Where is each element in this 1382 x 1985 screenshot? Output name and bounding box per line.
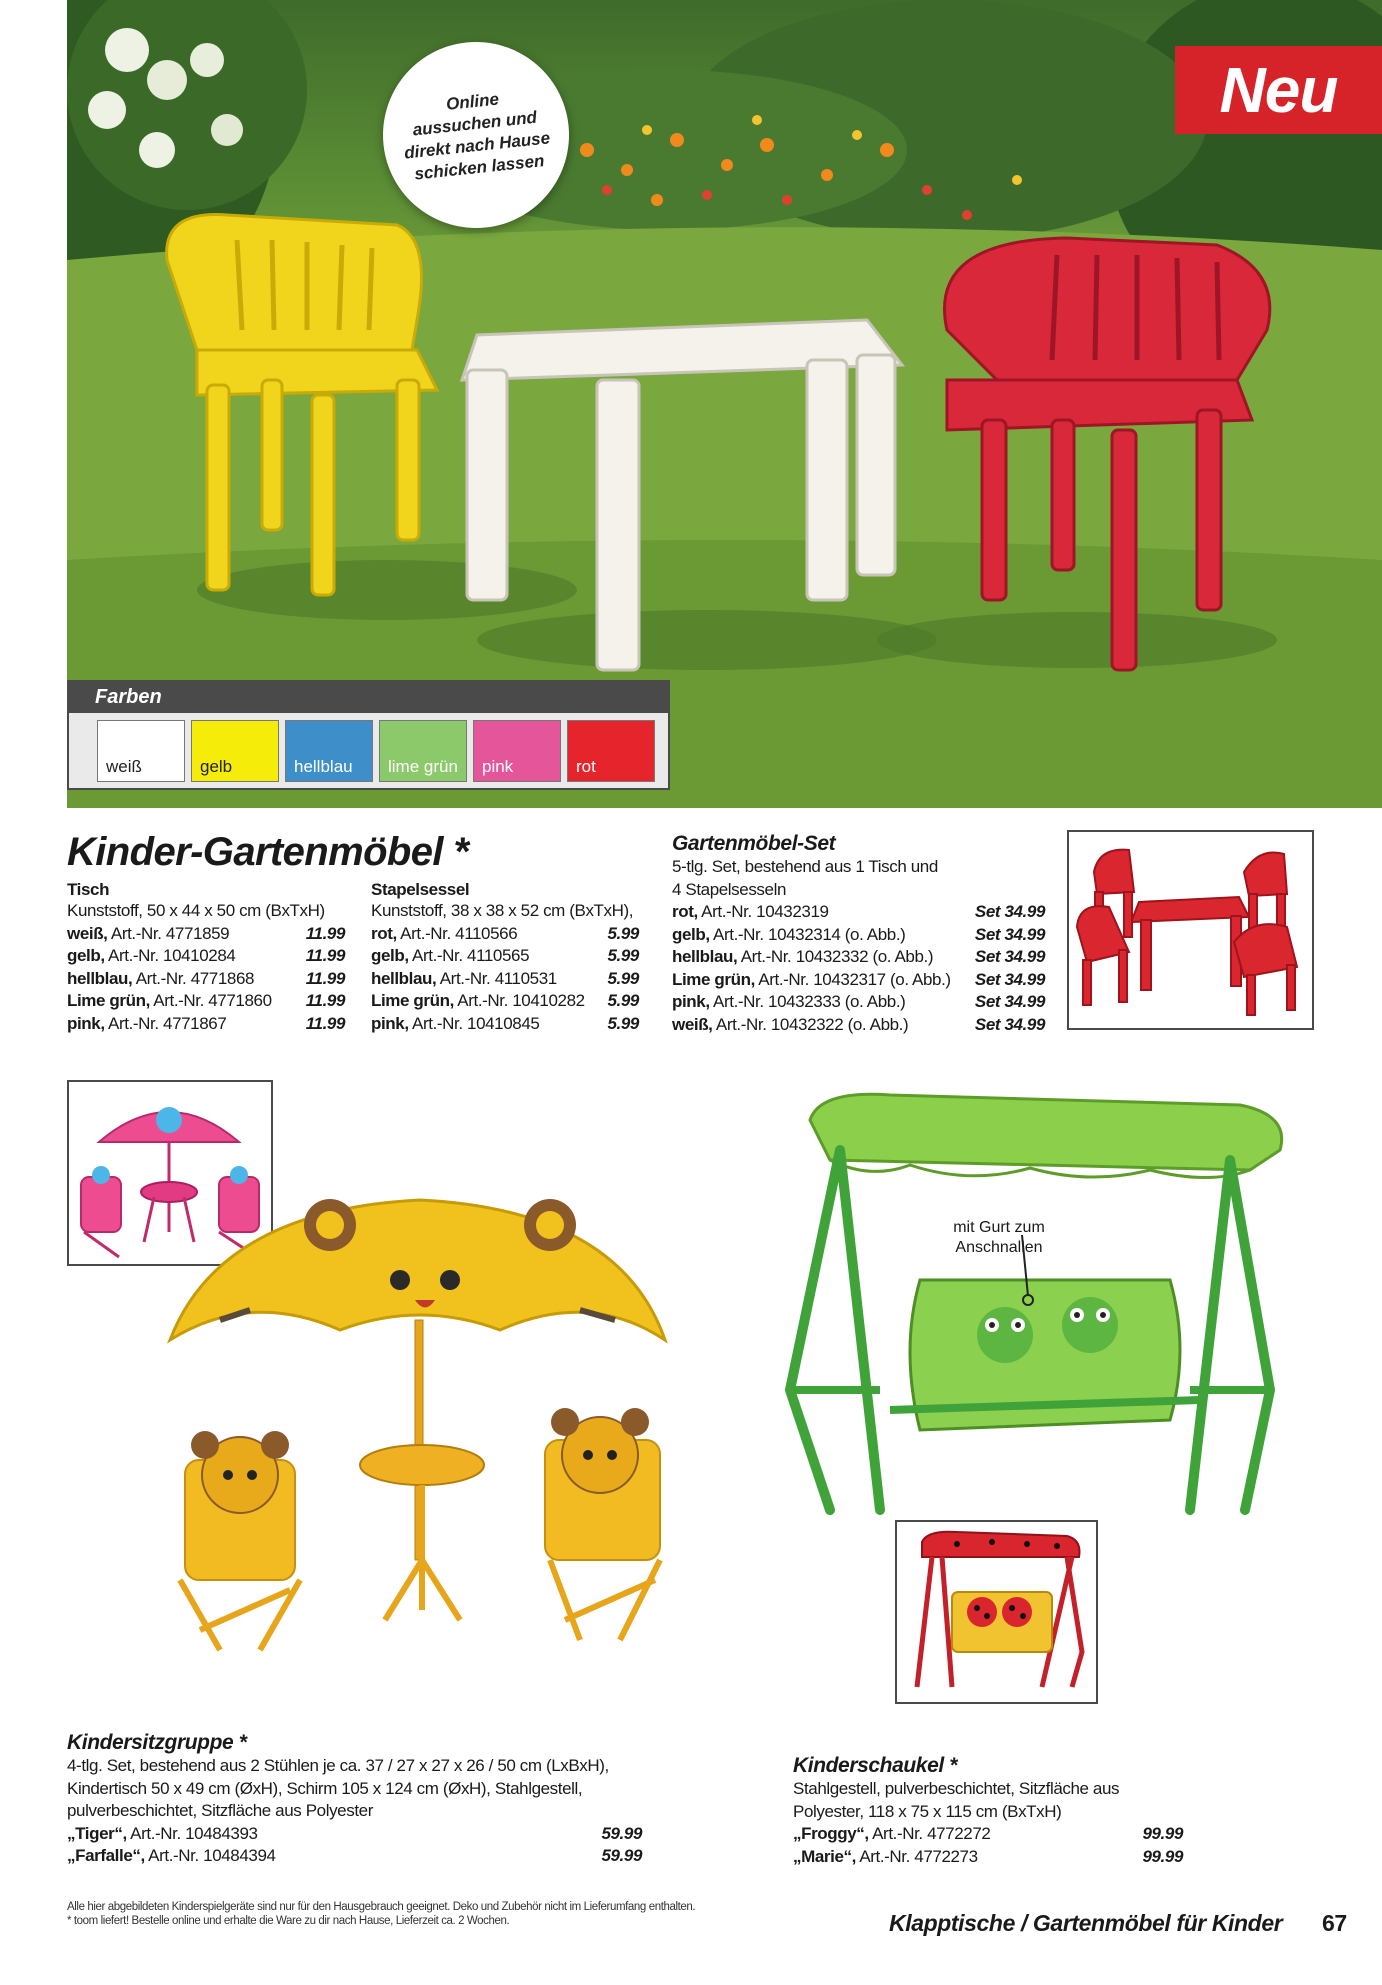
- stapelsessel-heading: Stapelsessel: [371, 880, 470, 899]
- kinderschaukel-section: [793, 1754, 1183, 1868]
- swatch-light-blue: hellblau: [285, 720, 373, 782]
- stapelsessel-item: hellblau, Art.-Nr. 4110531 5.99: [371, 968, 639, 988]
- kinderschaukel-title: Kinderschaukel *: [793, 1754, 957, 1777]
- belt-annotation: mit Gurt zum Anschnallen: [953, 1219, 1045, 1256]
- tisch-item: weiß, Art.-Nr. 4771859 11.99: [67, 923, 345, 943]
- swatch-lime-green: lime grün: [379, 720, 467, 782]
- tisch-item: gelb, Art.-Nr. 10410284 11.99: [67, 946, 345, 965]
- tisch-description: Kunststoff, 50 x 44 x 50 cm (BxTxH): [67, 901, 325, 920]
- tiger-seating-group-illustration: [160, 1190, 680, 1720]
- kindersitzgruppe-section: [67, 1731, 642, 1868]
- tisch-item: Lime grün, Art.-Nr. 4771860 11.99: [67, 991, 345, 1010]
- stapelsessel-item: Lime grün, Art.-Nr. 10410282 5.99: [371, 991, 639, 1010]
- gartenmoebel-set-item: hellblau, Art.-Nr. 10432332 (o. Abb.) Set 34.99: [672, 947, 1045, 966]
- stapelsessel-description: Kunststoff, 38 x 38 x 52 cm (BxTxH),: [371, 901, 634, 920]
- footnote: [67, 1900, 837, 1928]
- tisch-item: pink, Art.-Nr. 4771867 11.99: [67, 1013, 345, 1033]
- online-order-badge-text: Online aussuchen und direkt nach Hause schicken lassen: [403, 89, 551, 184]
- tisch-item: hellblau, Art.-Nr. 4771868 11.99: [67, 968, 345, 988]
- red-furniture-set-illustration: [1069, 832, 1312, 1028]
- footnote-line: Alle hier abgebildeten Kinderspielgeräte sind nur für den Hausgebrauch geeignet. Deko und Zubehör nicht im Lieferumfang enthalten.: [67, 1901, 696, 1913]
- gartenmoebel-set-description: 5-tlg. Set, bestehend aus 1 Tisch und: [672, 857, 938, 876]
- color-panel-title: Farben: [69, 682, 668, 713]
- kindersitzgruppe-description: Kindertisch 50 x 49 cm (ØxH), Schirm 105 x 124 cm (ØxH), Stahlgestell,: [67, 1778, 583, 1798]
- gartenmoebel-set-title: Gartenmöbel-Set: [672, 832, 836, 855]
- kindersitzgruppe-item: „Farfalle“, Art.-Nr. 10484394 59.99: [67, 1846, 642, 1865]
- swatch-yellow: gelb: [191, 720, 279, 782]
- tisch-section: [67, 880, 345, 1035]
- kindersitzgruppe-description: pulverbeschichtet, Sitzfläche aus Polyester: [67, 1801, 373, 1820]
- kindersitzgruppe-item: „Tiger“, Art.-Nr. 10484393 59.99: [67, 1823, 642, 1843]
- footnote-line: * toom liefert! Bestelle online und erhalte die Ware zu dir nach Hause, Lieferzeit ca. 2 Wochen.: [67, 1915, 510, 1927]
- gartenmoebel-set-item: Lime grün, Art.-Nr. 10432317 (o. Abb.) Set 34.99: [672, 969, 1045, 989]
- tisch-heading: Tisch: [67, 880, 110, 899]
- kinder-gartenmoebel-title: Kinder-Gartenmöbel *: [67, 830, 469, 874]
- marie-swing-thumbnail: [895, 1520, 1098, 1704]
- gartenmoebel-set-section: [672, 832, 1045, 1036]
- gartenmoebel-set-item: pink, Art.-Nr. 10432333 (o. Abb.) Set 34.99: [672, 992, 1045, 1011]
- kindersitzgruppe-title: Kindersitzgruppe *: [67, 1731, 247, 1754]
- gartenmoebel-set-item: weiß, Art.-Nr. 10432322 (o. Abb.) Set 34.99: [672, 1014, 1045, 1034]
- stapelsessel-item: rot, Art.-Nr. 4110566 5.99: [371, 923, 639, 943]
- swatch-red: rot: [567, 720, 655, 782]
- froggy-swing-illustration: [770, 1090, 1290, 1530]
- kinderschaukel-item: „Marie“, Art.-Nr. 4772273 99.99: [793, 1846, 1183, 1866]
- stapelsessel-item: pink, Art.-Nr. 10410845 5.99: [371, 1013, 639, 1033]
- swatch-pink: pink: [473, 720, 561, 782]
- kinderschaukel-description: Stahlgestell, pulverbeschichtet, Sitzfläche aus: [793, 1779, 1120, 1798]
- red-set-thumbnail: [1067, 830, 1314, 1030]
- kindersitzgruppe-description: 4-tlg. Set, bestehend aus 2 Stühlen je ca. 37 / 27 x 27 x 26 / 50 cm (LxBxH),: [67, 1756, 609, 1775]
- page-number: 67: [1322, 1910, 1347, 1936]
- new-badge: [1175, 46, 1382, 134]
- gartenmoebel-set-item: gelb, Art.-Nr. 10432314 (o. Abb.) Set 34.99: [672, 924, 1045, 944]
- gartenmoebel-set-item: rot, Art.-Nr. 10432319 Set 34.99: [672, 902, 1045, 921]
- color-swatches-panel: [67, 680, 670, 790]
- footer-section-title: Klapptische / Gartenmöbel für Kinder: [889, 1910, 1283, 1936]
- stapelsessel-section: [371, 880, 639, 1035]
- new-badge-label: Neu: [1219, 54, 1338, 126]
- gartenmoebel-set-description: 4 Stapelsesseln: [672, 879, 787, 899]
- kinderschaukel-description: Polyester, 118 x 75 x 115 cm (BxTxH): [793, 1801, 1062, 1821]
- kinderschaukel-item: „Froggy“, Art.-Nr. 4772272 99.99: [793, 1824, 1183, 1843]
- ladybug-swing-illustration: [897, 1522, 1096, 1702]
- stapelsessel-item: gelb, Art.-Nr. 4110565 5.99: [371, 946, 639, 965]
- swatch-white: weiß: [97, 720, 185, 782]
